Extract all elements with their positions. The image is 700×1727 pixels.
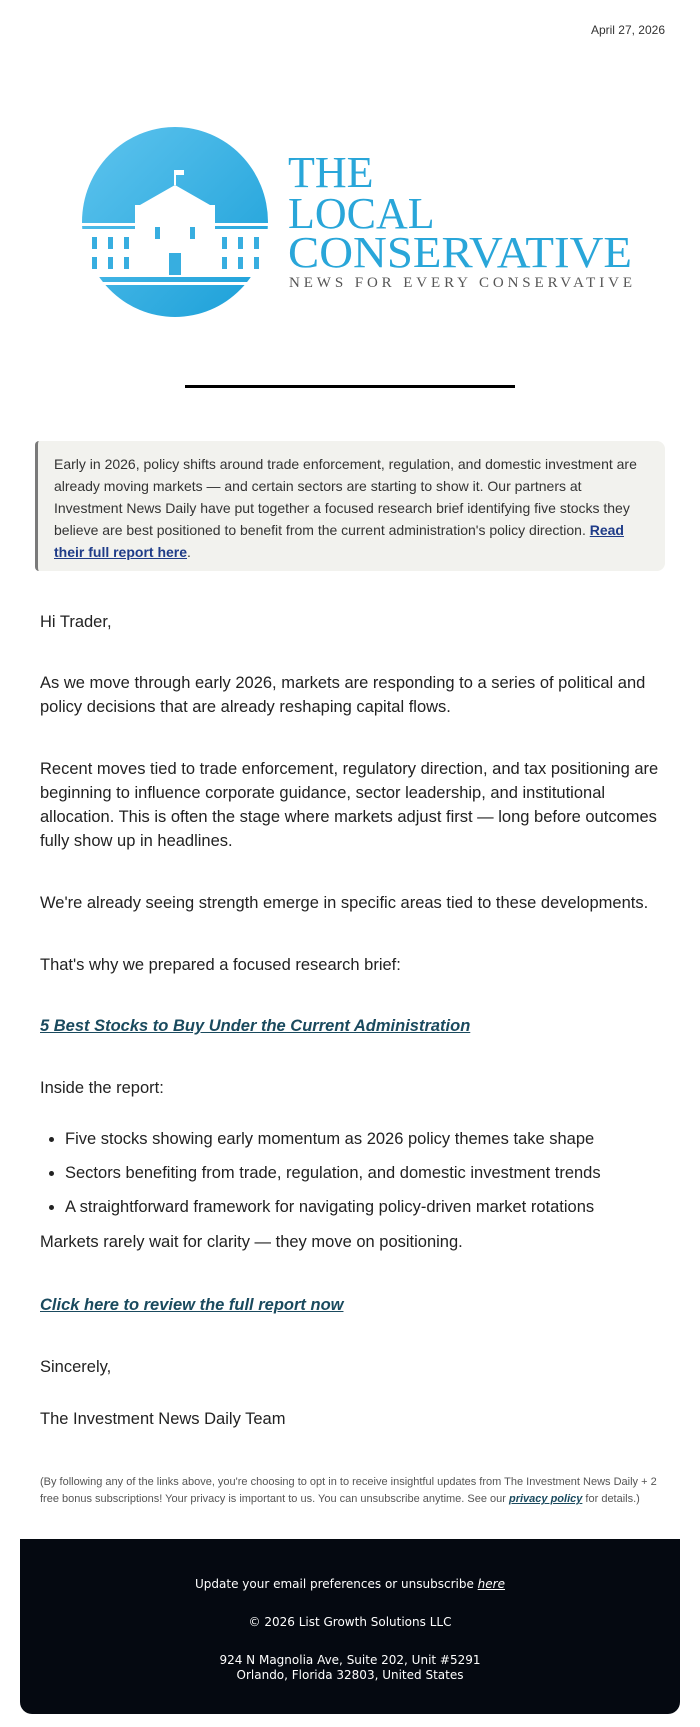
logo-text-local: LOCAL: [288, 189, 435, 238]
paragraph-4: That's why we prepared a focused research brief:: [40, 956, 401, 974]
greeting: Hi Trader,: [40, 613, 112, 631]
logo-text-the: THE: [288, 148, 374, 197]
paragraph-3: We're already seeing strength emerge in specific areas tied to these developments.: [40, 894, 649, 912]
paragraph-1: As we move through early 2026, markets are responding to a series of political and policy decisions that are already reshaping capital flows.: [40, 674, 646, 716]
logo-tagline: NEWS FOR EVERY CONSERVATIVE: [289, 275, 632, 291]
footer-copyright: © 2026 List Growth Solutions LLC: [248, 1615, 452, 1629]
callout-box: [35, 441, 665, 571]
footer: [20, 1539, 680, 1714]
inside-heading: Inside the report:: [40, 1079, 164, 1097]
list-item: • Five stocks showing early momentum as 2026 policy themes take shape: [65, 1127, 665, 1151]
disclaimer: [40, 1474, 665, 1508]
report-link[interactable]: 5 Best Stocks to Buy Under the Current Administration: [40, 1017, 471, 1035]
report-bullets: [40, 1127, 665, 1229]
unsubscribe-link[interactable]: here: [477, 1577, 505, 1591]
footer-address-1: 924 N Magnolia Ave, Suite 202, Unit #5291: [219, 1653, 481, 1667]
list-item: • Sectors benefiting from trade, regulation, and domestic investment trends: [65, 1161, 665, 1185]
signoff: Sincerely,: [40, 1358, 112, 1376]
disclaimer-end: for details.): [582, 1493, 640, 1505]
date: April 27, 2026: [590, 23, 665, 37]
privacy-policy-link[interactable]: privacy policy: [509, 1493, 583, 1505]
read-report-link[interactable]: Read their full report here: [54, 522, 624, 560]
footer-address-2: Orlando, Florida 32803, United States: [236, 1668, 464, 1682]
paragraph-2: Recent moves tied to trade enforcement, regulatory direction, and tax positioning are beginning to influence corporate guidance, sector leadership, and institutional allocation. This is often the stage where markets adjust first — long before outcomes fully show up in headlines.: [40, 760, 659, 850]
divider: [185, 385, 515, 388]
disclaimer-text: (By following any of the links above, you're choosing to opt in to receive insightful updates from The Investment News Daily + 2 free bonus subscriptions! Your privacy is important to us. You can unsubscribe anytime. See our: [40, 1476, 657, 1505]
footer-prefs: [20, 1577, 680, 1591]
logo-text-conservative: CONSERVATIVE: [288, 228, 632, 277]
footer-prefs-text: Update your email preferences or unsubscribe: [195, 1577, 478, 1591]
cta-link[interactable]: Click here to review the full report now: [40, 1296, 344, 1314]
callout-end: .: [187, 544, 191, 560]
team-signature: The Investment News Daily Team: [40, 1410, 286, 1428]
logo: [80, 125, 640, 320]
callout-text: Early in 2026, policy shifts around trade enforcement, regulation, and domestic investment are already moving markets — and certain sectors are starting to show it. Our partners at Investment News Daily have put together a focused research brief identifying five stocks they believe are best positioned to benefit from the current administration's policy direction.: [54, 456, 637, 538]
list-item: • A straightforward framework for navigating policy-driven market rotations: [65, 1195, 665, 1219]
paragraph-5: Markets rarely wait for clarity — they move on positioning.: [40, 1233, 463, 1251]
